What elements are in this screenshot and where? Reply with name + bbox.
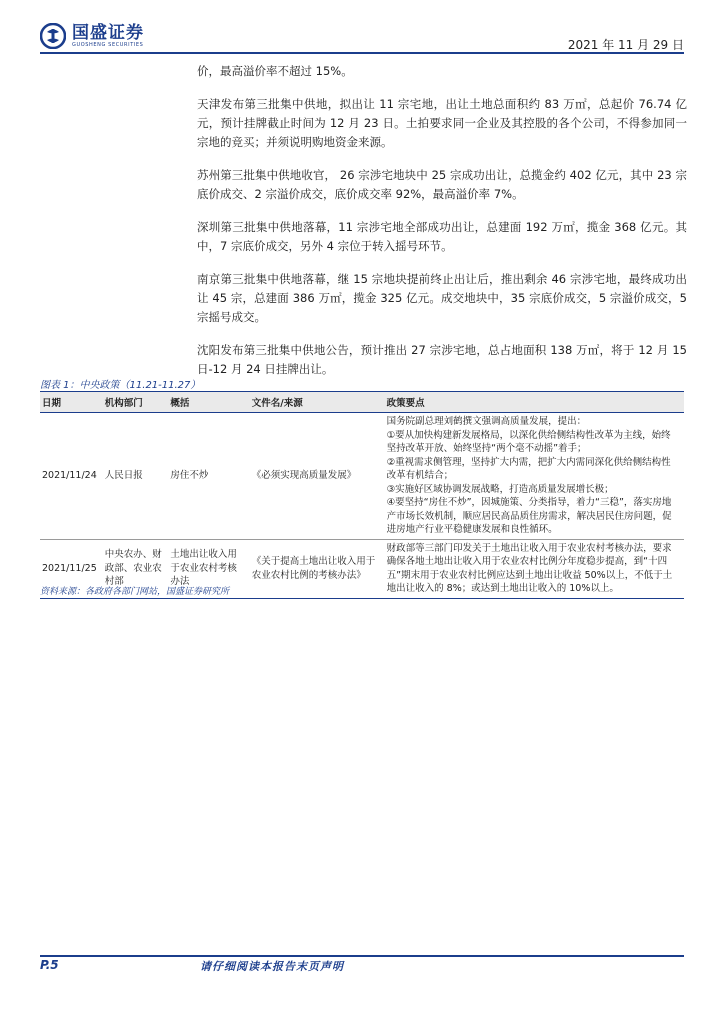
page-header xyxy=(0,0,724,60)
guosheng-logo-icon xyxy=(40,23,66,49)
paragraph: 南京第三批集中供地落幕，继 15 宗地块提前终止出让后，推出剩余 46 宗涉宅地，最终成功出让 45 宗，总建面 386 万㎡，揽金 325 亿元。成交地块中，35 宗底价成交，5 宗溢价成交，5 宗摇号成交。 xyxy=(197,272,687,324)
logo-name: 国盛证券 xyxy=(72,22,144,43)
row-summary: 土地出让收入用于农业农村考核办法 xyxy=(166,539,247,598)
report-date: 2021 年 11 月 29 日 xyxy=(567,38,684,52)
header-divider xyxy=(40,52,684,54)
paragraph: 深圳第三批集中供地落幕，11 宗涉宅地全部成功出让，总建面 192 万㎡，揽金 368 亿元。其中，7 宗底价成交，另外 4 宗位于转入摇号环节。 xyxy=(197,220,687,253)
row-summary: 房住不炒 xyxy=(166,413,247,540)
header-document: 文件名/来源 xyxy=(248,392,383,413)
header-date: 日期 xyxy=(40,392,101,413)
row-document: 《必须实现高质量发展》 xyxy=(248,413,383,540)
key-point: ②重视需求侧管理，坚持扩大内需，把扩大内需同深化供给侧结构性改革有机结合； xyxy=(386,456,671,481)
table-row xyxy=(40,413,684,540)
row-document: 《关于提高土地出让收入用于农业农村比例的考核办法》 xyxy=(248,539,383,598)
key-point: 财政部等三部门印发关于土地出让收入用于农业农村考核办法，要求确保各地土地出让收入用于农业农村比例分年度稳步提高，到“十四五”期末用于农业农村比例应达到土地出让收益 50%以上，不低于土地出让收入的 8%；或达到土地出让收入的 10%以上。 xyxy=(386,542,673,594)
header-key-points: 政策要点 xyxy=(383,392,684,413)
logo-subname: GUOSHENG SECURITIES xyxy=(72,41,144,48)
page-number: P.5 xyxy=(40,958,59,972)
company-logo xyxy=(40,22,144,50)
footer-divider xyxy=(40,955,684,957)
key-point: ①要从加快构建新发展格局，以深化供给侧结构性改革为主线，始终坚持改革开放、始终坚持“两个毫不动摇”着手； xyxy=(386,429,671,454)
paragraph: 价，最高溢价率不超过 15%。 xyxy=(197,64,353,78)
row-key-points xyxy=(383,539,684,598)
key-point: ③实施好区域协调发展战略，打造高质量发展增长极； xyxy=(386,483,614,495)
header-summary: 概括 xyxy=(166,392,247,413)
header-org: 机构部门 xyxy=(101,392,167,413)
disclaimer-note: 请仔细阅读本报告末页声明 xyxy=(200,960,344,973)
paragraph: 天津发布第三批集中供地，拟出让 11 宗宅地，出让土地总面积约 83 万㎡，总起价 76.74 亿元，预计挂牌截止时间为 12 月 23 日。土拍要求同一企业及其控股的各个公司，不得参加同一宗地的竞买；并须说明购地资金来源。 xyxy=(197,97,687,149)
table-title: 图表 1：中央政策（11.21-11.27） xyxy=(40,380,201,391)
table-header-row xyxy=(40,392,684,413)
row-date: 2021/11/25 xyxy=(40,539,101,598)
key-point: 国务院副总理刘鹤撰文强调高质量发展，提出： xyxy=(386,416,587,427)
row-date: 2021/11/24 xyxy=(40,413,101,540)
row-org: 中央农办、财政部、农业农村部 xyxy=(101,539,167,598)
data-source-note: 资料来源：各政府各部门网站，国盛证券研究所 xyxy=(40,587,230,597)
key-point: ④要坚持“房住不炒”，因城施策、分类指导，着力“三稳”，落实房地产市场长效机制，顺应居民高品质住房需求，解决居民住房问题，促进房地产行业平稳健康发展和良性循环。 xyxy=(386,497,672,535)
row-key-points xyxy=(383,413,684,540)
paragraph: 沈阳发布第三批集中供地公告，预计推出 27 宗涉宅地，总占地面积 138 万㎡，将于 12 月 15 日-12 月 24 日挂牌出让。 xyxy=(197,343,687,376)
row-org: 人民日报 xyxy=(101,413,167,540)
paragraph: 苏州第三批集中供地收官， 26 宗涉宅地块中 25 宗成功出让，总揽金约 402 亿元，其中 23 宗底价成交、2 宗溢价成交，底价成交率 92%，最高溢价率 7%。 xyxy=(197,168,687,201)
policy-table xyxy=(40,391,684,599)
body-text xyxy=(197,62,687,393)
